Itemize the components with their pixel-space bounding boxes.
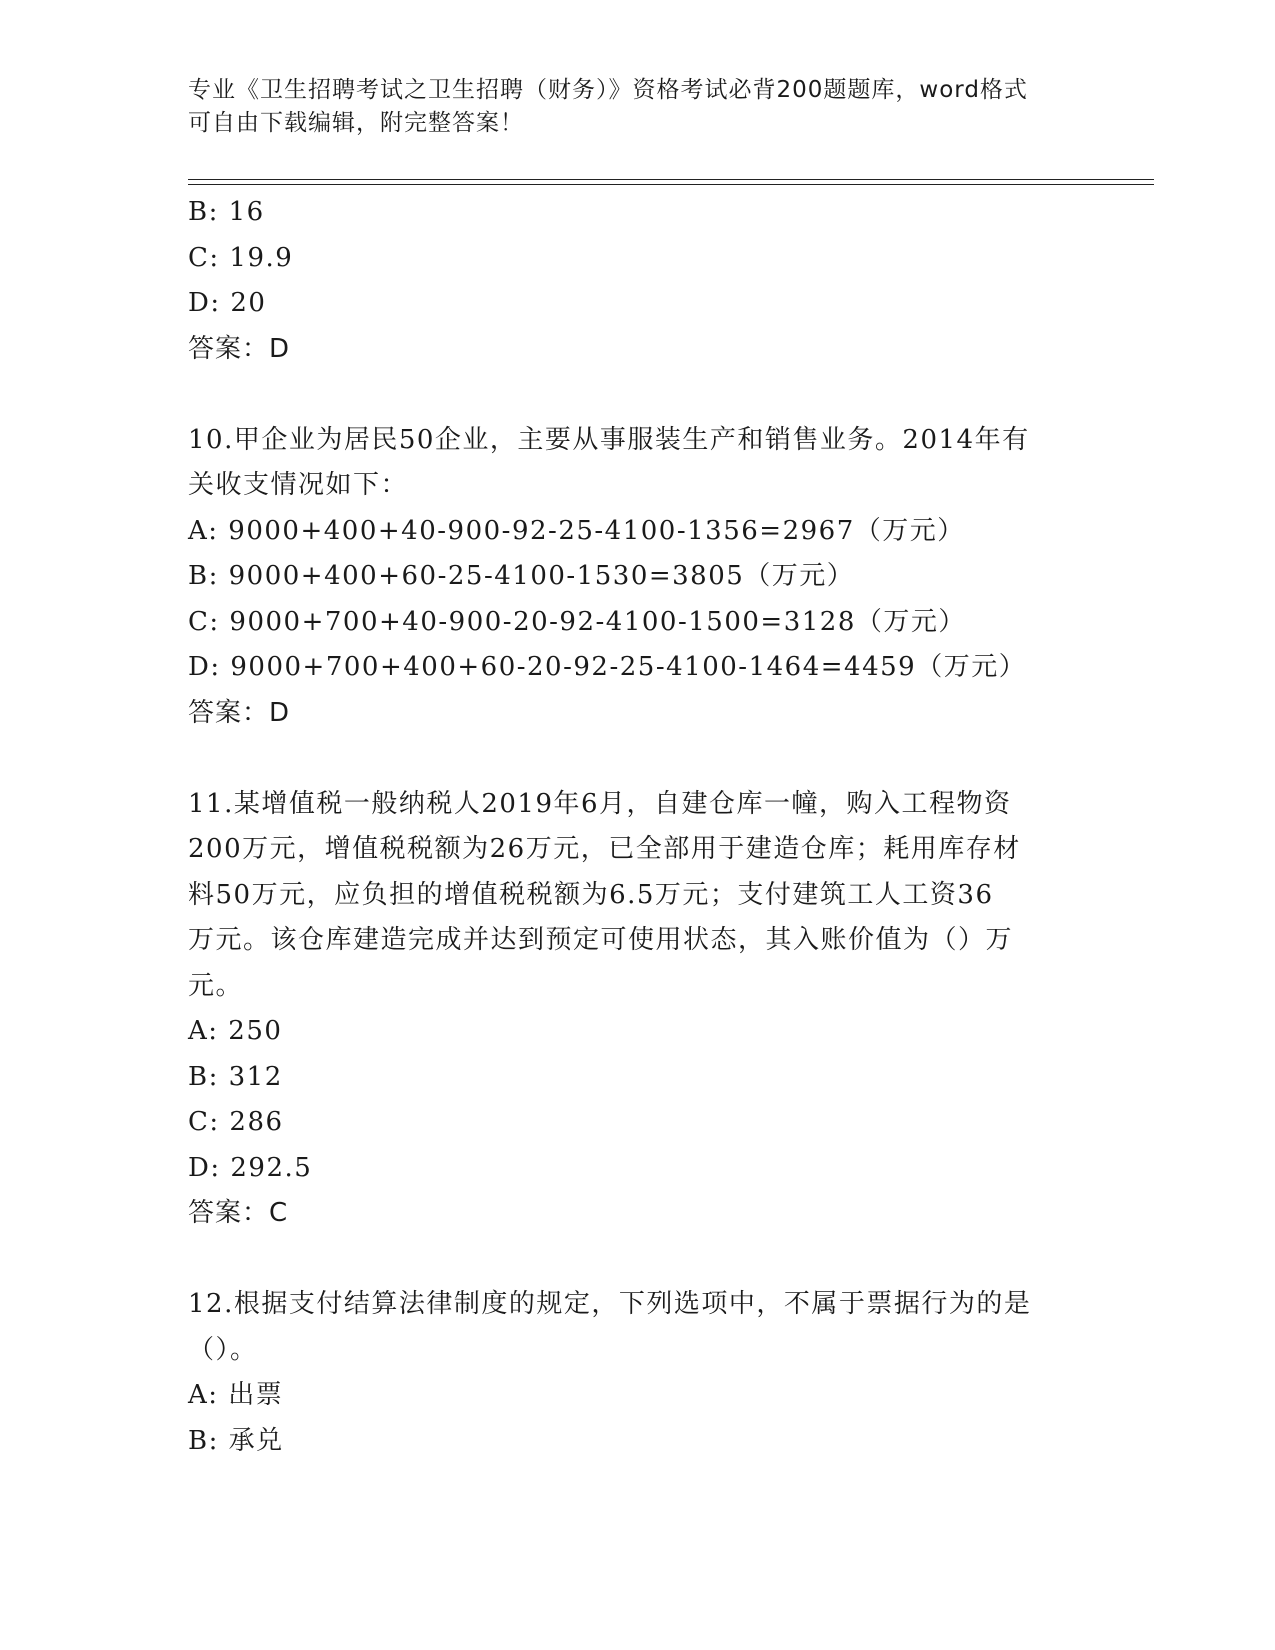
- option-d: D: 9000+700+400+60-20-92-25-4100-1464=4459（万元）: [188, 652, 1027, 682]
- option-c: C: 286: [188, 1107, 284, 1137]
- question-text-line: 万元。该仓库建造完成并达到预定可使用状态，其入账价值为（）万: [188, 925, 1014, 955]
- answer-label: 答案：C: [188, 1198, 289, 1228]
- question-12-block: [188, 1282, 1078, 1464]
- question-text-line: 12.根据支付结算法律制度的规定，下列选项中，不属于票据行为的是: [188, 1289, 1032, 1319]
- question-text-line: 200万元，增值税税额为26万元，已全部用于建造仓库；耗用库存材: [188, 834, 1021, 864]
- option-c: C: 9000+700+40-900-20-92-4100-1500=3128（万元）: [188, 606, 966, 637]
- question-11-block: [188, 782, 1078, 1237]
- header-divider-top: [188, 179, 1154, 180]
- option-a: A: 出票: [188, 1380, 284, 1410]
- header-divider-bottom: [188, 184, 1154, 185]
- option-c: C: 19.9: [188, 242, 294, 273]
- question-text-line: 料50万元，应负担的增值税税额为6.5万元；支付建筑工人工资36: [188, 879, 994, 910]
- question-text-line: （）。: [188, 1334, 258, 1365]
- document-body: [188, 190, 1078, 1464]
- answer-label: 答案：D: [188, 333, 291, 364]
- question-10-block: [188, 418, 1078, 737]
- option-a: A: 9000+400+40-900-92-25-4100-1356=2967（万元）: [188, 515, 965, 546]
- header-line-1: 专业《卫生招聘考试之卫生招聘（财务）》资格考试必背200题题库，word格式: [188, 77, 1028, 103]
- option-a: A: 250: [188, 1016, 283, 1046]
- option-b: B: 16: [188, 197, 265, 227]
- question-text-line: 元。: [188, 970, 244, 1001]
- header-line-2: 可自由下载编辑，附完整答案！: [188, 110, 524, 136]
- document-header: [188, 74, 1068, 140]
- spacer: [188, 372, 1078, 418]
- option-d: D: 292.5: [188, 1152, 313, 1183]
- prev-question-block: [188, 190, 1078, 372]
- spacer: [188, 1237, 1078, 1283]
- option-d: D: 20: [188, 288, 267, 318]
- spacer: [188, 736, 1078, 782]
- answer-label: 答案：D: [188, 697, 291, 728]
- option-b: B: 9000+400+60-25-4100-1530=3805（万元）: [188, 561, 855, 591]
- option-b: B: 312: [188, 1061, 283, 1092]
- question-text-line: 11.某增值税一般纳税人2019年6月，自建仓库一幢，购入工程物资: [188, 788, 1012, 819]
- question-text-line: 10.甲企业为居民50企业，主要从事服装生产和销售业务。2014年有: [188, 424, 1030, 455]
- question-text-line: 关收支情况如下：: [188, 470, 409, 500]
- option-b: B: 承兑: [188, 1425, 284, 1456]
